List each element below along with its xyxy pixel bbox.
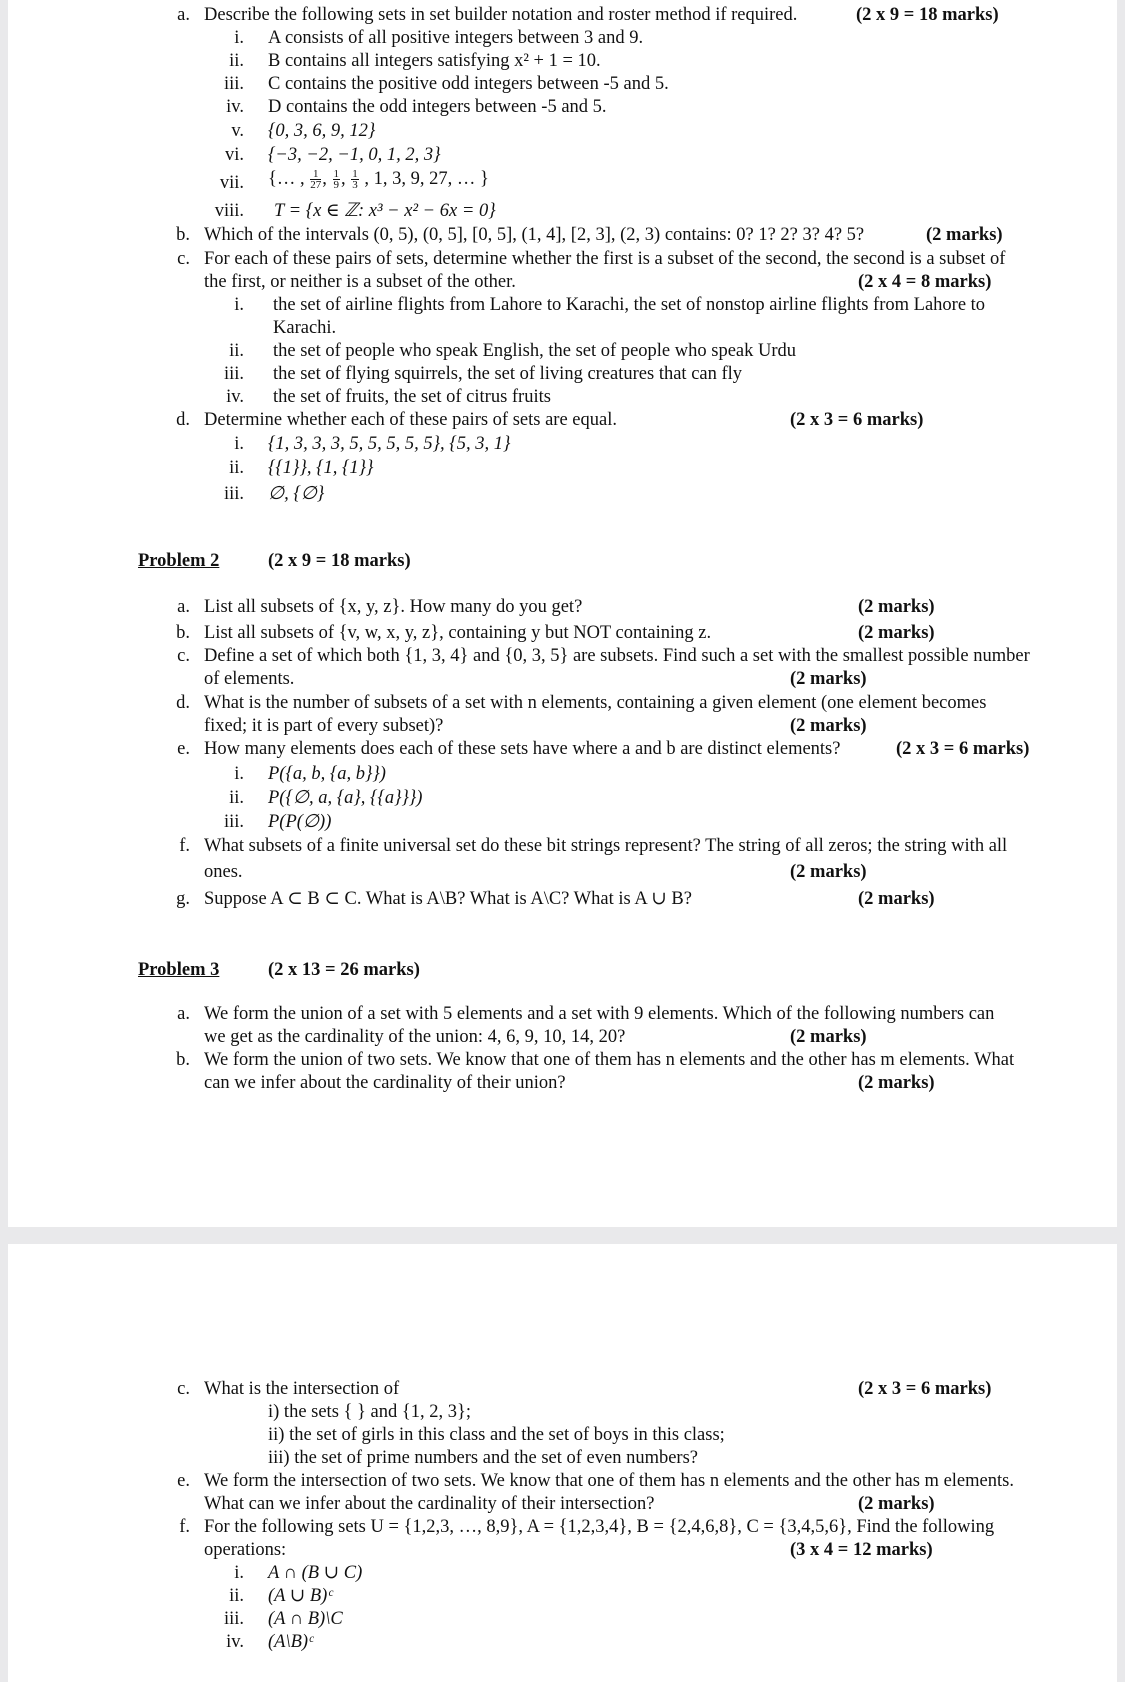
item-a-label: a. (177, 5, 190, 25)
p2-e-iii-text: P(P(∅)) (268, 812, 332, 832)
item-a-marks: (2 x 9 = 18 marks) (856, 5, 999, 25)
p3-f-label: f. (179, 1517, 190, 1537)
c-ii-text: the set of people who speak English, the set of people who speak Urdu (273, 341, 797, 361)
document-page-2 (8, 1244, 1117, 1682)
a-vii-label: vii. (219, 173, 244, 193)
p3-b-marks: (2 marks) (858, 1073, 935, 1093)
d-ii-label: ii. (229, 458, 244, 478)
c-i-line1: the set of airline flights from Lahore to Karachi, the set of nonstop airline flights from Lahore to (273, 295, 986, 315)
problem-3-marks: (2 x 13 = 26 marks) (268, 960, 420, 980)
p3-f-ii-text: (A ∪ B)ᶜ (268, 1586, 333, 1606)
problem-2-title: Problem 2 (138, 551, 220, 571)
a-vii-text: {… , $\frac{1}{27}$ , $\frac{1}{9}$ , $\frac{1}{3}$ , 1, 3, 9, 27, … } (268, 168, 489, 192)
p2-e-i-label: i. (234, 764, 244, 784)
p2-e-ii-label: ii. (229, 788, 244, 808)
c-ii-label: ii. (229, 341, 244, 361)
p2-a-text: List all subsets of {x, y, z}. How many do you get? (204, 597, 583, 617)
p2-b-label: b. (176, 623, 190, 643)
p2-e-ii-text: P({∅, a, {a}, {{a}}}) (268, 788, 423, 808)
a-ii-text: B contains all integers satisfying x² + 1 = 10. (268, 51, 601, 71)
p3-c-marks: (2 x 3 = 6 marks) (858, 1379, 992, 1399)
a-iv-text: D contains the odd integers between -5 and 5. (268, 97, 607, 117)
a-viii-label: viii. (214, 201, 244, 221)
fraction-1-3: $\frac{1}{3}$ (352, 168, 358, 192)
p3-f-ii-label: ii. (229, 1586, 244, 1606)
p3-b-line2: can we infer about the cardinality of their union? (204, 1073, 566, 1093)
p3-c-ii-text: ii) the set of girls in this class and the set of boys in this class; (268, 1425, 725, 1445)
p2-e-iii-label: iii. (223, 812, 244, 832)
p3-c-i-text: i) the sets { } and {1, 2, 3}; (268, 1402, 472, 1422)
p3-f-line2: operations: (204, 1540, 287, 1560)
a-iv-label: iv. (226, 97, 244, 117)
p3-e-line1: We form the intersection of two sets. We know that one of them has n elements and the other has m elements. (204, 1471, 1014, 1491)
item-b-text: Which of the intervals (0, 5), (0, 5], [0, 5], (1, 4], [2, 3], (2, 3) contains: 0? 1? 2? 3? 4? 5? (204, 225, 865, 245)
item-c-marks: (2 x 4 = 8 marks) (858, 272, 992, 292)
p2-c-line1: Define a set of which both {1, 3, 4} and {0, 3, 5} are subsets. Find such a set with the smallest possible number (204, 646, 1030, 666)
p2-c-marks: (2 marks) (790, 669, 867, 689)
d-ii-text: {{1}}, {1, {1}} (268, 458, 374, 478)
a-vii-post: , 1, 3, 9, 27, … } (364, 169, 489, 189)
c-iii-text: the set of flying squirrels, the set of living creatures that can fly (273, 364, 743, 384)
p2-a-marks: (2 marks) (858, 597, 935, 617)
fraction-1-27: $\frac{1}{27}$ (310, 168, 322, 192)
p3-f-marks: (3 x 4 = 12 marks) (790, 1540, 933, 1560)
item-a-text: Describe the following sets in set builder notation and roster method if required. (204, 5, 798, 25)
a-ii-label: ii. (229, 51, 244, 71)
p3-f-i-text: A ∩ (B ∪ C) (268, 1563, 363, 1583)
p2-f-marks: (2 marks) (790, 862, 867, 882)
p3-f-i-label: i. (234, 1563, 244, 1583)
d-iii-label: iii. (223, 484, 244, 504)
p3-f-iv-text: (A\B)ᶜ (268, 1632, 313, 1652)
p3-c-label: c. (177, 1379, 190, 1399)
p3-e-label: e. (177, 1471, 190, 1491)
p3-f-iii-text: (A ∩ B)\C (268, 1609, 343, 1629)
p2-d-line1: What is the number of subsets of a set with n elements, containing a given element (one element becomes (204, 693, 987, 713)
p2-d-line2: fixed; it is part of every subset)? (204, 716, 444, 736)
document-page-1 (8, 0, 1117, 1227)
item-c-line1: For each of these pairs of sets, determine whether the first is a subset of the second, the second is a subset of (204, 249, 1006, 269)
p2-b-text: List all subsets of {v, w, x, y, z}, containing y but NOT containing z. (204, 623, 712, 643)
a-viii-text: T = {x ∈ ℤ: x³ − x² − 6x = 0} (274, 201, 496, 221)
item-b-marks: (2 marks) (926, 225, 1003, 245)
p3-a-label: a. (177, 1004, 190, 1024)
p3-c-iii-text: iii) the set of prime numbers and the set of even numbers? (268, 1448, 698, 1468)
p3-b-line1: We form the union of two sets. We know that one of them has n elements and the other has m elements. What (204, 1050, 1015, 1070)
a-vi-label: vi. (224, 145, 244, 165)
a-vi-text: {−3, −2, −1, 0, 1, 2, 3} (268, 145, 441, 165)
d-iii-text: ∅, {∅} (268, 484, 325, 504)
p2-f-line2: ones. (204, 862, 243, 882)
p3-a-line2: we get as the cardinality of the union: 4, 6, 9, 10, 14, 20? (204, 1027, 626, 1047)
p2-b-marks: (2 marks) (858, 623, 935, 643)
a-vii-pre: {… , (268, 169, 305, 189)
p2-f-label: f. (179, 836, 190, 856)
c-iii-label: iii. (223, 364, 244, 384)
p2-g-text: Suppose A ⊂ B ⊂ C. What is A\B? What is A\C? What is A ∪ B? (204, 889, 692, 909)
a-i-label: i. (234, 28, 244, 48)
p2-c-label: c. (177, 646, 190, 666)
item-d-marks: (2 x 3 = 6 marks) (790, 410, 924, 430)
item-d-label: d. (176, 410, 190, 430)
p3-f-line1: For the following sets U = {1,2,3, …, 8,9}, A = {1,2,3,4}, B = {2,4,6,8}, C = {3,4,5,6}, Find the following (204, 1517, 995, 1537)
p3-c-text: What is the intersection of (204, 1379, 400, 1399)
p2-e-i-text: P({a, b, {a, b}}) (268, 764, 386, 784)
item-c-line2: the first, or neither is a subset of the other. (204, 272, 516, 292)
problem-2-marks: (2 x 9 = 18 marks) (268, 551, 411, 571)
a-i-text: A consists of all positive integers between 3 and 9. (268, 28, 644, 48)
a-v-text: {0, 3, 6, 9, 12} (268, 121, 376, 141)
p3-b-label: b. (176, 1050, 190, 1070)
p3-e-marks: (2 marks) (858, 1494, 935, 1514)
c-i-line2: Karachi. (273, 318, 337, 338)
a-iii-label: iii. (223, 74, 244, 94)
item-b-label: b. (176, 225, 190, 245)
p2-d-marks: (2 marks) (790, 716, 867, 736)
p3-f-iv-label: iv. (226, 1632, 244, 1652)
p2-g-marks: (2 marks) (858, 889, 935, 909)
p2-a-label: a. (177, 597, 190, 617)
c-i-label: i. (234, 295, 244, 315)
d-i-text: {1, 3, 3, 3, 5, 5, 5, 5, 5}, {5, 3, 1} (268, 434, 511, 454)
p3-a-line1: We form the union of a set with 5 elements and a set with 9 elements. Which of the following numbers can (204, 1004, 995, 1024)
a-v-label: v. (231, 121, 244, 141)
p2-e-text: How many elements does each of these sets have where a and b are distinct elements? (204, 739, 841, 759)
p2-g-label: g. (176, 889, 190, 909)
p2-e-marks: (2 x 3 = 6 marks) (896, 739, 1030, 759)
p2-f-line1: What subsets of a finite universal set do these bit strings represent? The string of all zeros; the string with all (204, 836, 1008, 856)
p3-a-marks: (2 marks) (790, 1027, 867, 1047)
problem-3-title: Problem 3 (138, 960, 220, 980)
p3-f-iii-label: iii. (223, 1609, 244, 1629)
d-i-label: i. (234, 434, 244, 454)
c-iv-label: iv. (226, 387, 244, 407)
fraction-1-9: $\frac{1}{9}$ (333, 168, 340, 192)
a-iii-text: C contains the positive odd integers between -5 and 5. (268, 74, 669, 94)
item-c-label: c. (177, 249, 190, 269)
c-iv-text: the set of fruits, the set of citrus fruits (273, 387, 551, 407)
p2-d-label: d. (176, 693, 190, 713)
item-d-text: Determine whether each of these pairs of sets are equal. (204, 410, 617, 430)
p3-e-line2: What can we infer about the cardinality of their intersection? (204, 1494, 655, 1514)
p2-e-label: e. (177, 739, 190, 759)
p2-c-line2: of elements. (204, 669, 295, 689)
